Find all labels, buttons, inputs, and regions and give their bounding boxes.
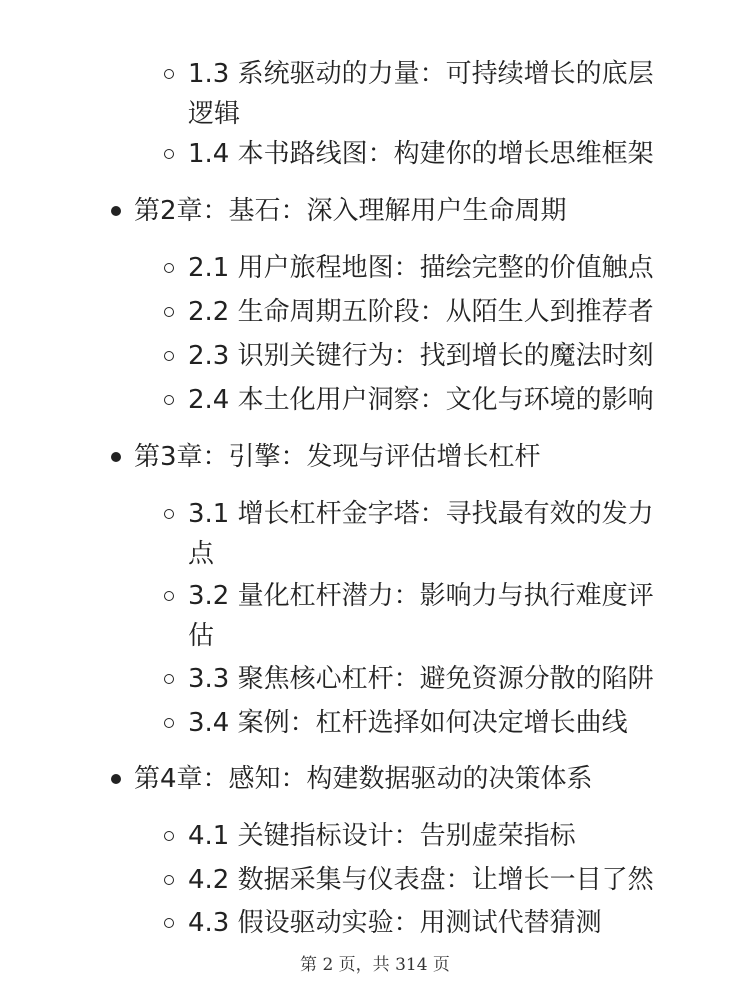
section-bullet-icon [164, 918, 174, 928]
toc-section-entry [188, 380, 654, 420]
toc-section-entry [188, 494, 654, 574]
toc-entry-text: 第4章：感知：构建数据驱动的决策体系 [134, 764, 593, 794]
toc-entry-text: 1.4 本书路线图：构建你的增长思维框架 [188, 139, 654, 169]
toc-entry-text: 点 [188, 539, 215, 569]
toc-entry-text: 逻辑 [188, 99, 241, 129]
section-bullet-icon [164, 674, 174, 684]
toc-entry-text: 1.3 系统驱动的力量：可持续增长的底层 [188, 59, 654, 89]
section-bullet-icon [164, 509, 174, 519]
toc-entry-text: 3.4 案例：杠杆选择如何决定增长曲线 [188, 708, 628, 738]
toc-entry-text: 2.1 用户旅程地图：描绘完整的价值触点 [188, 253, 654, 283]
toc-section-entry [188, 54, 654, 134]
toc-chapter-entry [134, 759, 593, 799]
chapter-bullet-icon [111, 206, 121, 216]
toc-section-entry [188, 292, 654, 332]
section-bullet-icon [164, 263, 174, 273]
section-bullet-icon [164, 875, 174, 885]
toc-section-entry [188, 576, 654, 656]
chapter-bullet-icon [111, 774, 121, 784]
toc-section-entry [188, 659, 654, 699]
page-footer: 第 2 页，共 314 页 [300, 955, 450, 975]
toc-entry-text: 4.1 关键指标设计：告别虚荣指标 [188, 821, 576, 851]
toc-chapter-entry [134, 191, 567, 231]
toc-entry-text: 2.3 识别关键行为：找到增长的魔法时刻 [188, 341, 654, 371]
toc-chapter-entry [134, 437, 541, 477]
toc-entry-text: 3.3 聚焦核心杠杆：避免资源分散的陷阱 [188, 664, 654, 694]
toc-entry-text: 估 [188, 621, 215, 651]
section-bullet-icon [164, 395, 174, 405]
chapter-bullet-icon [111, 452, 121, 462]
toc-entry-text: 4.2 数据采集与仪表盘：让增长一目了然 [188, 865, 654, 895]
section-bullet-icon [164, 351, 174, 361]
toc-section-entry [188, 248, 654, 288]
section-bullet-icon [164, 831, 174, 841]
toc-entry-text: 3.1 增长杠杆金字塔：寻找最有效的发力 [188, 499, 654, 529]
toc-entry-text: 第3章：引擎：发现与评估增长杠杆 [134, 442, 541, 472]
toc-entry-text: 4.3 假设驱动实验：用测试代替猜测 [188, 908, 602, 938]
toc-section-entry [188, 860, 654, 900]
toc-entry-text: 3.2 量化杠杆潜力：影响力与执行难度评 [188, 581, 654, 611]
toc-section-entry [188, 703, 628, 743]
section-bullet-icon [164, 591, 174, 601]
toc-section-entry [188, 134, 654, 174]
toc-entry-text: 2.2 生命周期五阶段：从陌生人到推荐者 [188, 297, 654, 327]
toc-entry-text: 2.4 本土化用户洞察：文化与环境的影响 [188, 385, 654, 415]
section-bullet-icon [164, 307, 174, 317]
toc-section-entry [188, 903, 602, 943]
section-bullet-icon [164, 718, 174, 728]
section-bullet-icon [164, 149, 174, 159]
toc-section-entry [188, 816, 576, 856]
toc-section-entry [188, 336, 654, 376]
section-bullet-icon [164, 69, 174, 79]
toc-entry-text: 第2章：基石：深入理解用户生命周期 [134, 196, 567, 226]
